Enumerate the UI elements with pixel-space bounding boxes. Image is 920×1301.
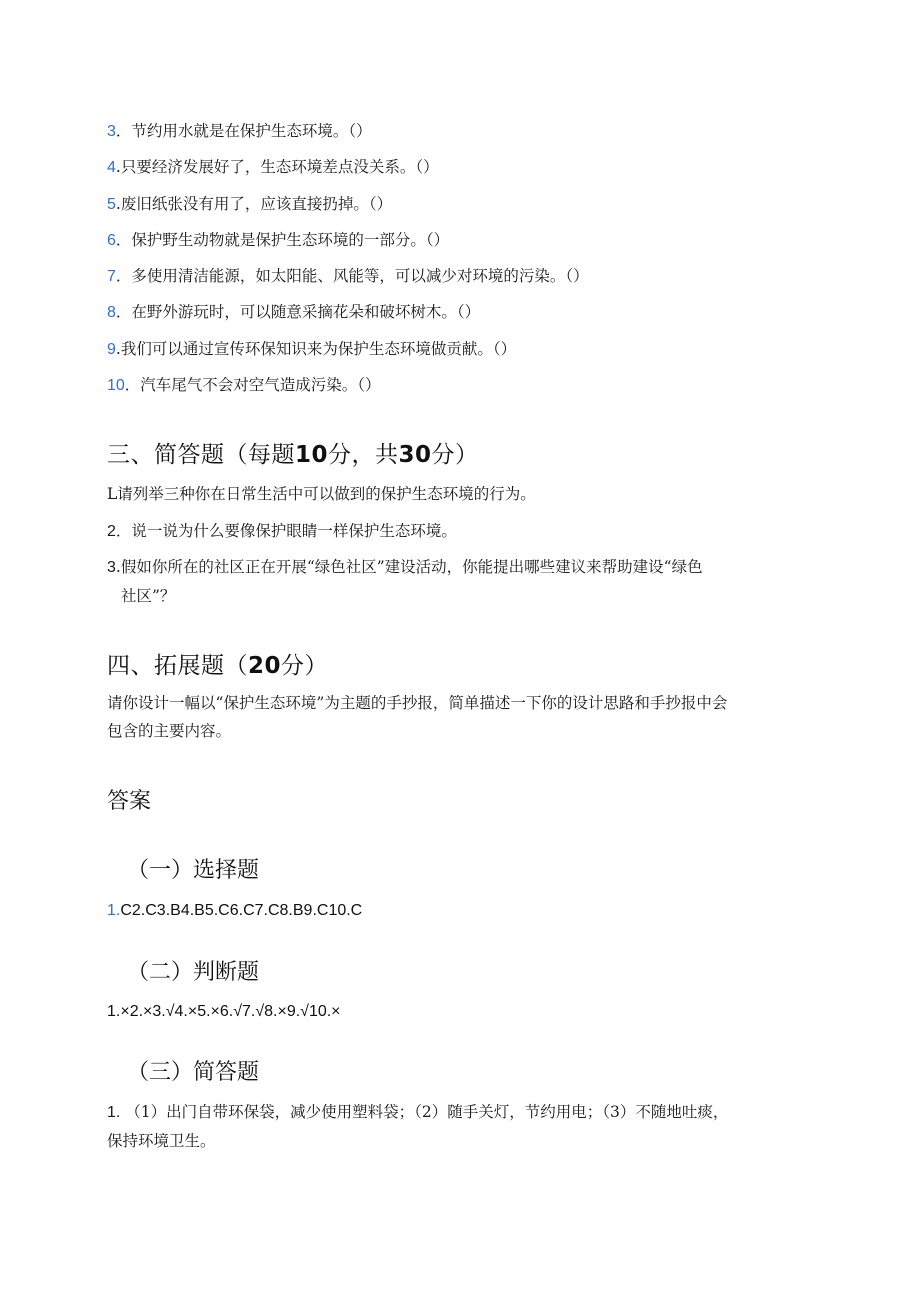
question-number: 4 xyxy=(107,159,116,177)
answers-part3-title: （三）简答题 xyxy=(127,1060,260,1085)
question-item xyxy=(107,227,827,263)
answer-text: （1）出门自带环保袋，减少使用塑料袋；（2）随手关灯，节约用电；（3）不随地吐痰， xyxy=(125,1103,729,1121)
question-number: 6 xyxy=(107,231,116,249)
answer-index: 1. xyxy=(107,902,121,919)
question-number: 7 xyxy=(107,268,116,286)
judgement-question-list xyxy=(107,118,827,408)
question-number: 2 xyxy=(107,523,116,540)
question-item xyxy=(107,372,827,408)
short-answer-question-2 xyxy=(107,517,807,546)
answers-part1-line xyxy=(107,902,362,920)
question-number: 3 xyxy=(107,559,116,576)
heading-text: 三、简答题（每题 xyxy=(107,442,295,468)
answer-index: 1. xyxy=(107,1104,121,1121)
question-number: 8 xyxy=(107,304,116,322)
question-item xyxy=(107,263,827,299)
question-item xyxy=(107,191,827,227)
question-number: 9 xyxy=(107,340,116,358)
question-number: 10 xyxy=(107,377,125,395)
section-heading-short-answer xyxy=(107,436,479,469)
question-item xyxy=(107,336,827,372)
question-text: .只要经济发展好了，生态环境差点没关系。（） xyxy=(115,158,439,177)
question-number: 3 xyxy=(107,123,116,140)
answer-values: C2.C3.B4.B5.C6.C7.C8.B9.C10.C xyxy=(120,902,363,919)
answers-title: 答案 xyxy=(107,789,152,814)
question-item xyxy=(107,154,827,190)
heading-text: 分） xyxy=(281,653,329,679)
question-text-continued: 社区”？ xyxy=(121,587,176,605)
question-text: ．节约用水就是在保护生态环境。（） xyxy=(115,122,372,140)
question-text: ．保护野生动物就是保护生态环境的一部分。（） xyxy=(115,230,450,249)
section-heading-extension xyxy=(107,647,328,680)
short-answer-question-1: L请列举三种你在日常生活中可以做到的保护生态环境的行为。 xyxy=(107,485,536,503)
question-number: 5 xyxy=(107,195,116,213)
question-item xyxy=(107,118,827,154)
question-text: .我们可以通过宣传环保知识来为保护生态环境做贡献。（） xyxy=(115,339,517,358)
heading-total: 30 xyxy=(398,442,432,468)
short-answer-question-3 xyxy=(107,553,807,610)
question-text-continued: 包含的主要内容。 xyxy=(107,722,232,740)
heading-text: 分，共 xyxy=(328,442,399,468)
extension-question xyxy=(107,689,807,745)
answers-part3-line xyxy=(107,1098,807,1155)
question-text: ．说一说为什么要像保护眼睛一样保护生态环境。 xyxy=(115,522,457,540)
question-text: ．多使用清洁能源，如太阳能、风能等，可以减少对环境的污染。（） xyxy=(115,267,589,286)
answers-part2-title: （二）判断题 xyxy=(127,960,260,985)
heading-points: 10 xyxy=(295,442,329,468)
question-text: ．汽车尾气不会对空气造成污染。（） xyxy=(124,376,381,395)
answers-part2-line: 1.×2.×3.√4.×5.×6.√7.√8.×9.√10.× xyxy=(107,1003,341,1020)
heading-points: 20 xyxy=(248,653,282,679)
answer-text-continued: 保持环境卫生。 xyxy=(107,1132,216,1150)
answers-part1-title: （一）选择题 xyxy=(127,858,260,883)
heading-text: 四、拓展题（ xyxy=(107,653,248,679)
question-text: 请你设计一幅以“保护生态环境”为主题的手抄报，简单描述一下你的设计思路和手抄报中会 xyxy=(107,694,728,712)
question-text: .废旧纸张没有用了，应该直接扔掉。（） xyxy=(115,194,393,213)
heading-text: 分） xyxy=(431,442,479,468)
question-text: .假如你所在的社区正在开展“绿色社区”建设活动，你能提出哪些建议来帮助建设“绿色 xyxy=(115,558,703,576)
question-text: ．在野外游玩时，可以随意采摘花朵和破坏树木。（） xyxy=(115,303,481,322)
question-item xyxy=(107,299,827,335)
